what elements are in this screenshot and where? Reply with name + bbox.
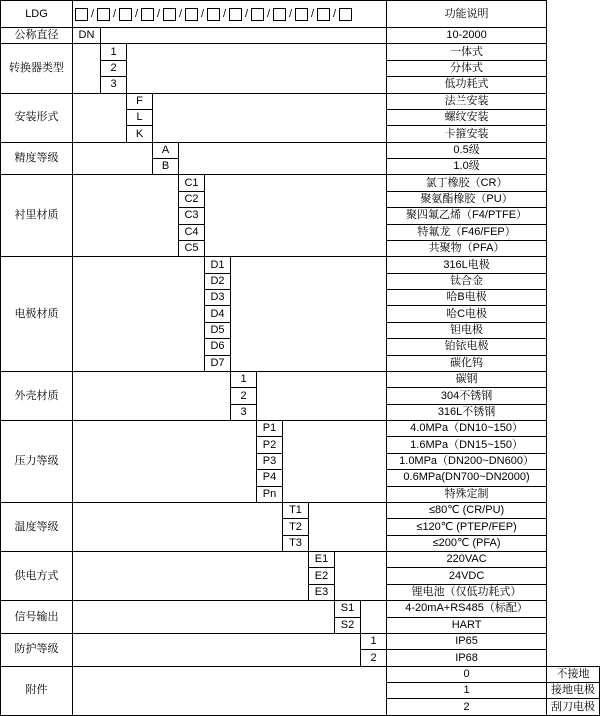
- desc-mounting-3: 卡箍安装: [387, 126, 547, 142]
- row-label-mounting: 安装形式: [1, 93, 73, 142]
- desc-liner-4: 特氟龙（F46/FEP）: [387, 224, 547, 240]
- model-box: [273, 8, 286, 21]
- model-box: [185, 8, 198, 21]
- table-row-protection: [1, 633, 600, 649]
- code-housing-2: 2: [231, 388, 257, 404]
- blank-cell: [101, 28, 387, 44]
- table-row-signal-output: [1, 601, 600, 617]
- desc-pressure-4: 0.6MPa(DN700~DN2000): [387, 470, 547, 486]
- slash-sep: /: [244, 7, 249, 20]
- code-accessory-2: 1: [387, 683, 547, 699]
- desc-power-1: 220VAC: [387, 552, 547, 568]
- code-electrode-7: D7: [205, 355, 231, 371]
- function-desc-header: 功能说明: [387, 1, 547, 28]
- table-row-mounting: [1, 93, 600, 109]
- desc-pressure-2: 1.6MPa（DN15~150）: [387, 437, 547, 453]
- slash-sep: /: [288, 7, 293, 20]
- table-row-power: [1, 552, 600, 568]
- code-converter-1: 1: [101, 44, 127, 60]
- desc-electrode-3: 哈B电极: [387, 290, 547, 306]
- blank-cell: [257, 371, 387, 420]
- blank-cell: [73, 142, 153, 175]
- row-label-protection: 防护等级: [1, 633, 73, 666]
- desc-signal-2: HART: [387, 617, 547, 633]
- model-box: [339, 8, 352, 21]
- row-label-pressure: 压力等级: [1, 421, 73, 503]
- code-temperature-1: T1: [283, 502, 309, 518]
- desc-power-2: 24VDC: [387, 568, 547, 584]
- desc-temperature-2: ≤120℃ (PTEP/FEP): [387, 519, 547, 535]
- blank-cell: [73, 175, 179, 257]
- desc-converter-2: 分体式: [387, 60, 547, 76]
- slash-sep: /: [90, 7, 95, 20]
- desc-housing-1: 碳钢: [387, 371, 547, 387]
- model-slash-boxes: [73, 3, 386, 25]
- blank-cell: [73, 93, 127, 142]
- code-liner-3: C3: [179, 208, 205, 224]
- code-pressure-1: P1: [257, 421, 283, 437]
- desc-mounting-2: 螺纹安装: [387, 109, 547, 125]
- slash-sep: /: [266, 7, 271, 20]
- desc-converter-3: 低功耗式: [387, 77, 547, 93]
- desc-pressure-1: 4.0MPa（DN10~150）: [387, 421, 547, 437]
- code-accessory-3: 2: [387, 699, 547, 716]
- blank-cell: [231, 257, 387, 372]
- code-mounting-2: L: [127, 109, 153, 125]
- slash-sep: /: [200, 7, 205, 20]
- blank-cell: [73, 421, 257, 503]
- model-box: [75, 8, 88, 21]
- blank-cell: [73, 666, 387, 715]
- table-row-electrode: [1, 257, 600, 273]
- code-pressure-4: P4: [257, 470, 283, 486]
- code-pressure-3: P3: [257, 453, 283, 469]
- model-string-cell: [73, 1, 387, 28]
- table-row-converter-type: [1, 44, 600, 60]
- code-protection-1: 1: [361, 633, 387, 649]
- code-temperature-3: T3: [283, 535, 309, 551]
- row-label-power: 供电方式: [1, 552, 73, 601]
- model-box: [97, 8, 110, 21]
- row-label-temperature: 温度等级: [1, 502, 73, 551]
- slash-sep: /: [112, 7, 117, 20]
- desc-electrode-7: 碳化钨: [387, 355, 547, 371]
- desc-pressure-5: 特殊定制: [387, 486, 547, 502]
- desc-accessory-3: 刮刀电极: [547, 699, 600, 716]
- row-label-accessory: 附件: [1, 666, 73, 715]
- code-temperature-2: T2: [283, 519, 309, 535]
- code-electrode-4: D4: [205, 306, 231, 322]
- slash-sep: /: [332, 7, 337, 20]
- row-label-signal-output: 信号输出: [1, 601, 73, 634]
- desc-liner-2: 聚氨酯橡胶（PU）: [387, 191, 547, 207]
- code-accessory-1: 0: [387, 666, 547, 682]
- blank-cell: [73, 552, 309, 601]
- model-code-cell: LDG: [1, 1, 73, 28]
- code-dn: DN: [73, 28, 101, 44]
- code-electrode-1: D1: [205, 257, 231, 273]
- model-box: [317, 8, 330, 21]
- desc-accessory-2: 接地电极: [547, 683, 600, 699]
- code-converter-2: 2: [101, 60, 127, 76]
- desc-accuracy-2: 1.0级: [387, 159, 547, 175]
- code-mounting-3: K: [127, 126, 153, 142]
- code-converter-3: 3: [101, 77, 127, 93]
- code-electrode-3: D3: [205, 290, 231, 306]
- slash-sep: /: [134, 7, 139, 20]
- slash-sep: /: [156, 7, 161, 20]
- blank-cell: [361, 601, 387, 634]
- slash-sep: /: [310, 7, 315, 20]
- desc-liner-1: 氯丁橡胶（CR）: [387, 175, 547, 191]
- blank-cell: [205, 175, 387, 257]
- desc-electrode-6: 铂铱电极: [387, 339, 547, 355]
- row-label-housing: 外壳材质: [1, 371, 73, 420]
- model-box: [295, 8, 308, 21]
- blank-cell: [179, 142, 387, 175]
- code-electrode-6: D6: [205, 339, 231, 355]
- blank-cell: [73, 257, 205, 372]
- table-row-temperature: [1, 502, 600, 518]
- code-accuracy-2: B: [153, 159, 179, 175]
- desc-electrode-2: 钛合金: [387, 273, 547, 289]
- blank-cell: [73, 44, 101, 93]
- desc-electrode-1: 316L电极: [387, 257, 547, 273]
- table-row-pressure: [1, 421, 600, 437]
- blank-cell: [309, 502, 387, 551]
- table-row-accessory: [1, 666, 600, 682]
- model-box: [251, 8, 264, 21]
- code-liner-1: C1: [179, 175, 205, 191]
- code-protection-2: 2: [361, 650, 387, 666]
- code-housing-3: 3: [231, 404, 257, 420]
- desc-nominal-diameter: 10-2000: [387, 28, 547, 44]
- code-mounting-1: F: [127, 93, 153, 109]
- table-row-accuracy: [1, 142, 600, 158]
- row-label-nominal-diameter: 公称直径: [1, 28, 73, 44]
- code-power-2: E2: [309, 568, 335, 584]
- model-box: [163, 8, 176, 21]
- desc-power-3: 锂电池（仅低功耗式）: [387, 584, 547, 600]
- desc-temperature-1: ≤80℃ (CR/PU): [387, 502, 547, 518]
- row-label-electrode: 电极材质: [1, 257, 73, 372]
- code-signal-2: S2: [335, 617, 361, 633]
- desc-liner-5: 共聚物（PFA）: [387, 240, 547, 256]
- code-electrode-2: D2: [205, 273, 231, 289]
- code-power-3: E3: [309, 584, 335, 600]
- blank-cell: [283, 421, 387, 503]
- desc-electrode-4: 哈C电极: [387, 306, 547, 322]
- desc-electrode-5: 钽电极: [387, 322, 547, 338]
- desc-protection-1: IP65: [387, 633, 547, 649]
- code-pressure-5: Pn: [257, 486, 283, 502]
- blank-cell: [335, 552, 387, 601]
- desc-liner-3: 聚四氟乙烯（F4/PTFE）: [387, 208, 547, 224]
- desc-converter-1: 一体式: [387, 44, 547, 60]
- slash-sep: /: [222, 7, 227, 20]
- code-accuracy-1: A: [153, 142, 179, 158]
- code-liner-2: C2: [179, 191, 205, 207]
- code-power-1: E1: [309, 552, 335, 568]
- code-liner-5: C5: [179, 240, 205, 256]
- table-row-housing: [1, 371, 600, 387]
- code-housing-1: 1: [231, 371, 257, 387]
- blank-cell: [127, 44, 387, 93]
- row-label-converter-type: 转换器类型: [1, 44, 73, 93]
- table-row-liner: [1, 175, 600, 191]
- desc-mounting-1: 法兰安装: [387, 93, 547, 109]
- desc-pressure-3: 1.0MPa（DN200~DN600）: [387, 453, 547, 469]
- blank-cell: [73, 371, 231, 420]
- desc-signal-1: 4-20mA+RS485（标配）: [387, 601, 547, 617]
- desc-temperature-3: ≤200℃ (PFA): [387, 535, 547, 551]
- model-box: [229, 8, 242, 21]
- blank-cell: [73, 633, 361, 666]
- blank-cell: [73, 601, 335, 634]
- row-label-liner: 衬里材质: [1, 175, 73, 257]
- desc-protection-2: IP68: [387, 650, 547, 666]
- row-label-accuracy: 精度等级: [1, 142, 73, 175]
- code-signal-1: S1: [335, 601, 361, 617]
- code-liner-4: C4: [179, 224, 205, 240]
- model-box: [141, 8, 154, 21]
- desc-accessory-1: 不接地: [547, 666, 600, 682]
- model-box: [207, 8, 220, 21]
- slash-sep: /: [178, 7, 183, 20]
- table-header-row: [1, 1, 600, 28]
- table-row-nominal-diameter: [1, 28, 600, 44]
- desc-housing-2: 304不锈钢: [387, 388, 547, 404]
- desc-housing-3: 316L不锈钢: [387, 404, 547, 420]
- code-electrode-5: D5: [205, 322, 231, 338]
- blank-cell: [153, 93, 387, 142]
- desc-accuracy-1: 0.5级: [387, 142, 547, 158]
- blank-cell: [73, 502, 283, 551]
- model-box: [119, 8, 132, 21]
- code-pressure-2: P2: [257, 437, 283, 453]
